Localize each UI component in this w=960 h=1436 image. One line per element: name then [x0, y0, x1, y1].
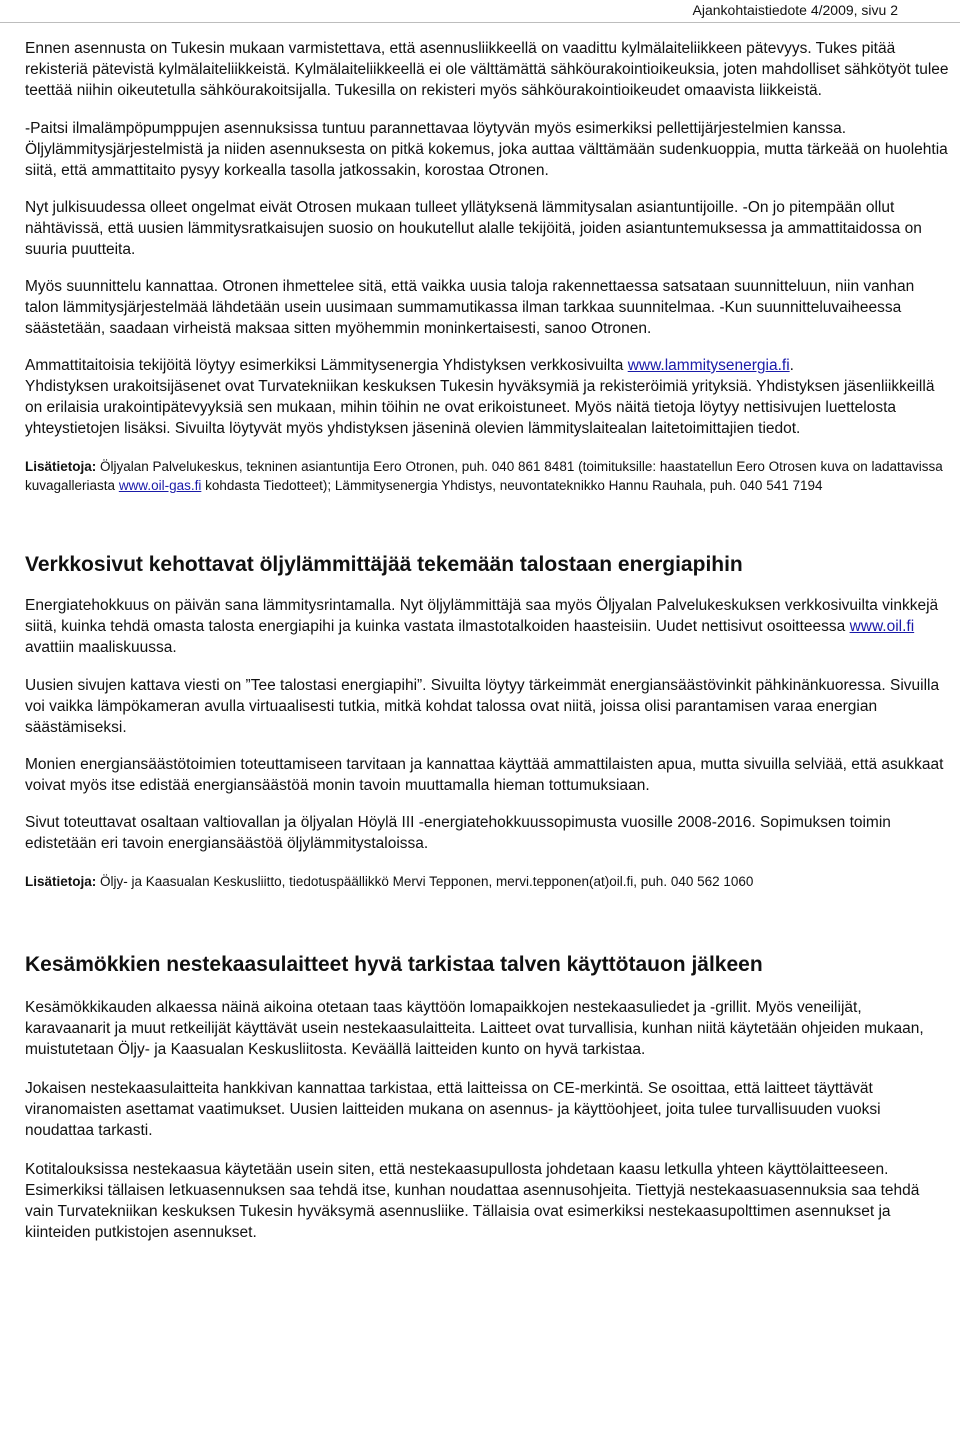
info-label: Lisätietoja: [25, 874, 97, 889]
paragraph: -Paitsi ilmalämpöpumppujen asennuksissa tuntuu parannettavaa löytyvän myös esimerkiksi pellettijärjestelmien kanssa. Öljylämmitysjärjestelmistä ja niiden asennuksesta on pitkä kokemus, joka auttaa välttämään sudenkuoppia, mutta tärkeää on huolehtia siitä, että ammattitaito pysyy korkealla tasolla jatkossakin, korostaa Otronen. [25, 120, 948, 179]
paragraph: Kotitalouksissa nestekaasua käytetään usein siten, että nestekaasupullosta johdetaan kaasu letkulla yhteen käyttölaitteeseen. Esimerkiksi tällaisen letkuasennuksen saa tehdä itse, kunhan noudattaa asennusohjeita. Tiettyjä nestekaasuasennuksia saa tehdä vain Turvatekniikan keskuksen Tukesin hyväksymä asennusliike. Tällaisia ovat esimerkiksi nestekaasupolttimen asennukset ja kiinteiden putkistojen asennukset. [25, 1161, 920, 1241]
paragraph-text: Energiatehokkuus on päivän sana lämmitysrintamalla. Nyt öljylämmittäjä saa myös Öljyalan Palvelukeskuksen verkkosivuilta vinkkejä siitä, kuinka tehdä omasta talosta energiapihi ja kuinka vastata ilmastotalkoiden haasteisiin. Uudet nettisivut osoitteessa [25, 597, 939, 635]
paragraph: Jokaisen nestekaasulaitteita hankkivan kannattaa tarkistaa, että laitteissa on CE-merkintä. Se osoittaa, että laitteet täyttävät viranomaisten asettamat vaatimukset. Uusien laitteiden mukana on asennus- ja käyttöohjeet, joita tulee turvallisuuden vuoksi noudattaa tarkasti. [25, 1080, 881, 1139]
paragraph-text: avattiin maaliskuussa. [25, 639, 177, 656]
info-text: kohdasta Tiedotteet); Lämmitysenergia Yhdistys, neuvontateknikko Hannu Rauhala, puh. 040 541 7194 [201, 478, 823, 493]
paragraph: Myös suunnittelu kannattaa. Otronen ihmettelee sitä, että vaikka uusia taloja rakennettaessa satsataan suunnitteluun, niin vanhan talon lämmitysjärjestelmää lähdetään usein uusimaan summamutikassa ilman tarkkaa suunnitelmaa. -Kun suunnitteluvaiheessa säästetään, saadaan virheistä maksaa sitten myöhemmin moninkertaisesti, sanoo Otronen. [25, 278, 915, 337]
info-text: Öljyalan Palvelukeskus, tekninen asiantuntija Eero Otronen, puh. 040 861 8481 (toimituksille: haastatellun Eero Otrosen kuva on ladattavissa kuvagalleriasta [25, 459, 943, 493]
page-header [0, 0, 960, 23]
paragraph: Ennen asennusta on Tukesin mukaan varmistettava, että asennusliikkeellä on vaadittu kylmälaiteliikkeen pätevyys. Tukes pitää rekisteriä pätevistä kylmälaiteliikkeistä. Kylmälaiteliikkeellä ei ole välttämättä sähköurakointioikeuksia, joten mahdolliset sähkötyöt tulee teettää niihin oikeutetulla sähköurakoitsijalla. Tukesilla on rekisteri myös sähköurakointioikeudet omaavista liikkeistä. [25, 40, 949, 99]
paragraph: Sivut toteuttavat osaltaan valtiovallan ja öljyalan Höylä III -energiatehokkuussopimusta vuosille 2008-2016. Sopimuksen toimin edistetään eri tavoin energiansäästöä öljylämmitystaloissa. [25, 814, 891, 852]
oil-gas-link[interactable]: www.oil-gas.fi [118, 478, 202, 493]
paragraph [25, 355, 950, 376]
document-body [25, 38, 950, 1259]
info-text: Öljy- ja Kaasualan Keskusliitto, tiedotuspäällikkö Mervi Tepponen, mervi.tepponen(at)oil.fi, puh. 040 562 1060 [96, 874, 754, 889]
paragraph: Uusien sivujen kattava viesti on ”Tee talostasi energiapihi”. Sivuilta löytyy tärkeimmät energiansäästövinkit pähkinänkuoressa. Sivuilla voi vaikka lämpökameran avulla virtuaalisesti tutkia, mitkä kohdat talossa ovat niitä, joissa olisi parantamisen varaa energian säästämiseksi. [25, 677, 940, 736]
section-heading: Kesämökkien nestekaasulaitteet hyvä tarkistaa talven käyttötauon jälkeen [25, 953, 763, 976]
paragraph-text: . [789, 357, 794, 374]
contact-info [25, 872, 950, 891]
oil-fi-link[interactable]: www.oil.fi [849, 618, 915, 635]
paragraph: Nyt julkisuudessa olleet ongelmat eivät Otrosen mukaan tulleet yllätyksenä lämmitysalan asiantuntijoille. -On jo pitempään ollut nähtävissä, että uusien lämmitysratkaisujen suosio on houkutellut alalle tekijöitä, joiden asiantuntemuksessa ja ammattitaidossa on suuria puutteita. [25, 199, 922, 258]
paragraph-text: Ammattitaitoisia tekijöitä löytyy esimerkiksi Lämmitysenergia Yhdistyksen verkkosivuilta [25, 357, 628, 374]
contact-info [25, 457, 950, 495]
info-label: Lisätietoja: [25, 459, 97, 474]
lammitysenergia-link[interactable]: www.lammitysenergia.fi [627, 357, 790, 374]
paragraph: Kesämökkikauden alkaessa näinä aikoina otetaan taas käyttöön lomapaikkojen nestekaasuliedet ja -grillit. Myös veneilijät, karavaanarit ja muut retkeilijät käyttävät usein nestekaasulaitteita. Laitteet ovat turvallisia, kunhan niitä käytetään ohjeiden mukaan, muistutetaan Öljy- ja Kaasualan Keskusliitosta. Keväällä laitteiden kunto on hyvä tarkistaa. [25, 999, 924, 1058]
paragraph: Yhdistyksen urakoitsijäsenet ovat Turvatekniikan keskuksen Tukesin hyväksymiä ja rekisteröimiä yrityksiä. Yhdistyksen jäsenliikkeillä on erilaisia urakointipätevyyksiä sen mukaan, mihin töihin ne ovat erikoistuneet. Myös näitä tietoja löytyy nettisivujen luettelosta yhteystietojen lisäksi. Sivuilta löytyvät myös yhdistyksen jäseninä olevien lämmityslaitealan laitetoimittajien tiedot. [25, 378, 935, 437]
paragraph [25, 595, 950, 658]
section-heading: Verkkosivut kehottavat öljylämmittäjää tekemään talostaan energiapihin [25, 553, 743, 576]
paragraph: Monien energiansäästötoimien toteuttamiseen tarvitaan ja kannattaa käyttää ammattilaisten apua, mutta sivuilla selviää, että asukkaat voivat myös itse edistää energiansäästöä monin tavoin muuttamalla hieman tottumuksiaan. [25, 756, 944, 794]
header-title: Ajankohtaistiedote 4/2009, sivu 2 [692, 2, 898, 18]
header-divider [0, 22, 960, 23]
